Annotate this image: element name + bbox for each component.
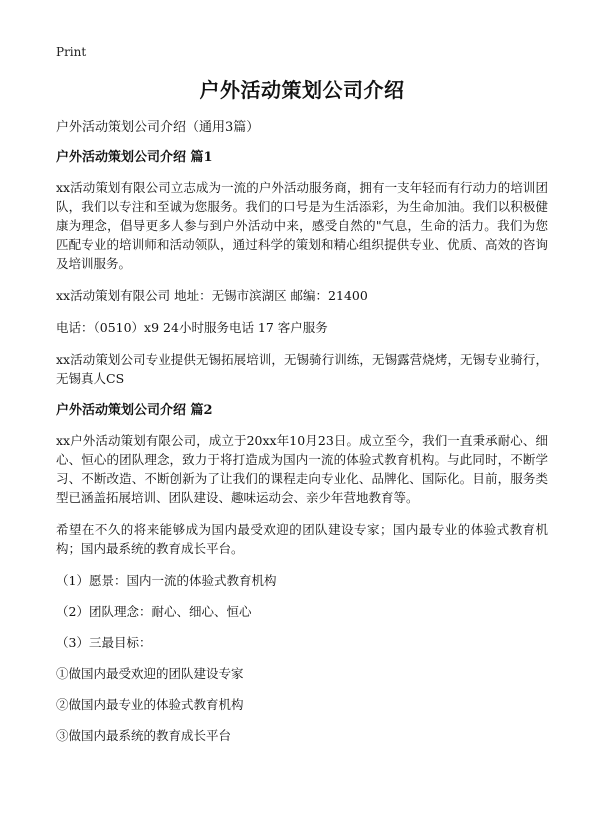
list-item: ②做国内最专业的体验式教育机构 bbox=[56, 697, 244, 712]
paragraph: 电话：（0510）x9 24小时服务电话 17 客户服务 bbox=[56, 320, 328, 335]
section-heading: 户外活动策划公司介绍 篇1 bbox=[56, 150, 213, 165]
paragraph: xx活动策划公司专业提供无锡拓展培训，无锡骑行训练，无锡露营烧烤，无锡专业骑行，无锡真人CS bbox=[56, 352, 548, 386]
section-1 bbox=[56, 148, 548, 388]
list-item: ①做国内最受欢迎的团队建设专家 bbox=[56, 666, 244, 681]
document-title: 户外活动策划公司介绍 bbox=[199, 78, 405, 102]
list-item: （2）团队理念：耐心、细心、恒心 bbox=[56, 604, 252, 619]
paragraph: xx活动策划有限公司 地址：无锡市滨湖区 邮编：21400 bbox=[56, 288, 368, 303]
paragraph: xx户外活动策划有限公司，成立于20xx年10月23日。成立至今，我们一直秉承耐心、细心、恒心的团队理念，致力于将打造成为国内一流的体验式教育机构。与此同时，不断学习、不断改造、不断创新为了让我们的课程走向专业化、品牌化、国际化。目前，服务类型已涵盖拓展培训、团队建设、趣味运动会、亲少年营地教育等。 bbox=[56, 433, 548, 505]
section-heading: 户外活动策划公司介绍 篇2 bbox=[56, 403, 213, 418]
list-item: （3）三最目标： bbox=[56, 635, 152, 650]
print-link[interactable]: Print bbox=[56, 45, 87, 59]
list-item: ③做国内最系统的教育成长平台 bbox=[56, 728, 232, 743]
paragraph: 希望在不久的将来能够成为国内最受欢迎的团队建设专家；国内最专业的体验式教育机构；国内最系统的教育成长平台。 bbox=[56, 522, 548, 556]
document-subtitle: 户外活动策划公司介绍（通用3篇） bbox=[56, 120, 260, 135]
section-2 bbox=[56, 401, 548, 745]
list-item: （1）愿景：国内一流的体验式教育机构 bbox=[56, 573, 277, 588]
paragraph: xx活动策划有限公司立志成为一流的户外活动服务商，拥有一支年轻而有行动力的培训团队，我们以专注和至诚为您服务。我们的口号是为生活添彩，为生命加油。我们以积极健康为理念，倡导更多人参与到户外活动中来，感受自然的"气息，生命的活力。我们为您匹配专业的培训师和活动领队，通过科学的策划和精心组织提供专业、优质、高效的咨询及培训服务。 bbox=[56, 180, 548, 271]
